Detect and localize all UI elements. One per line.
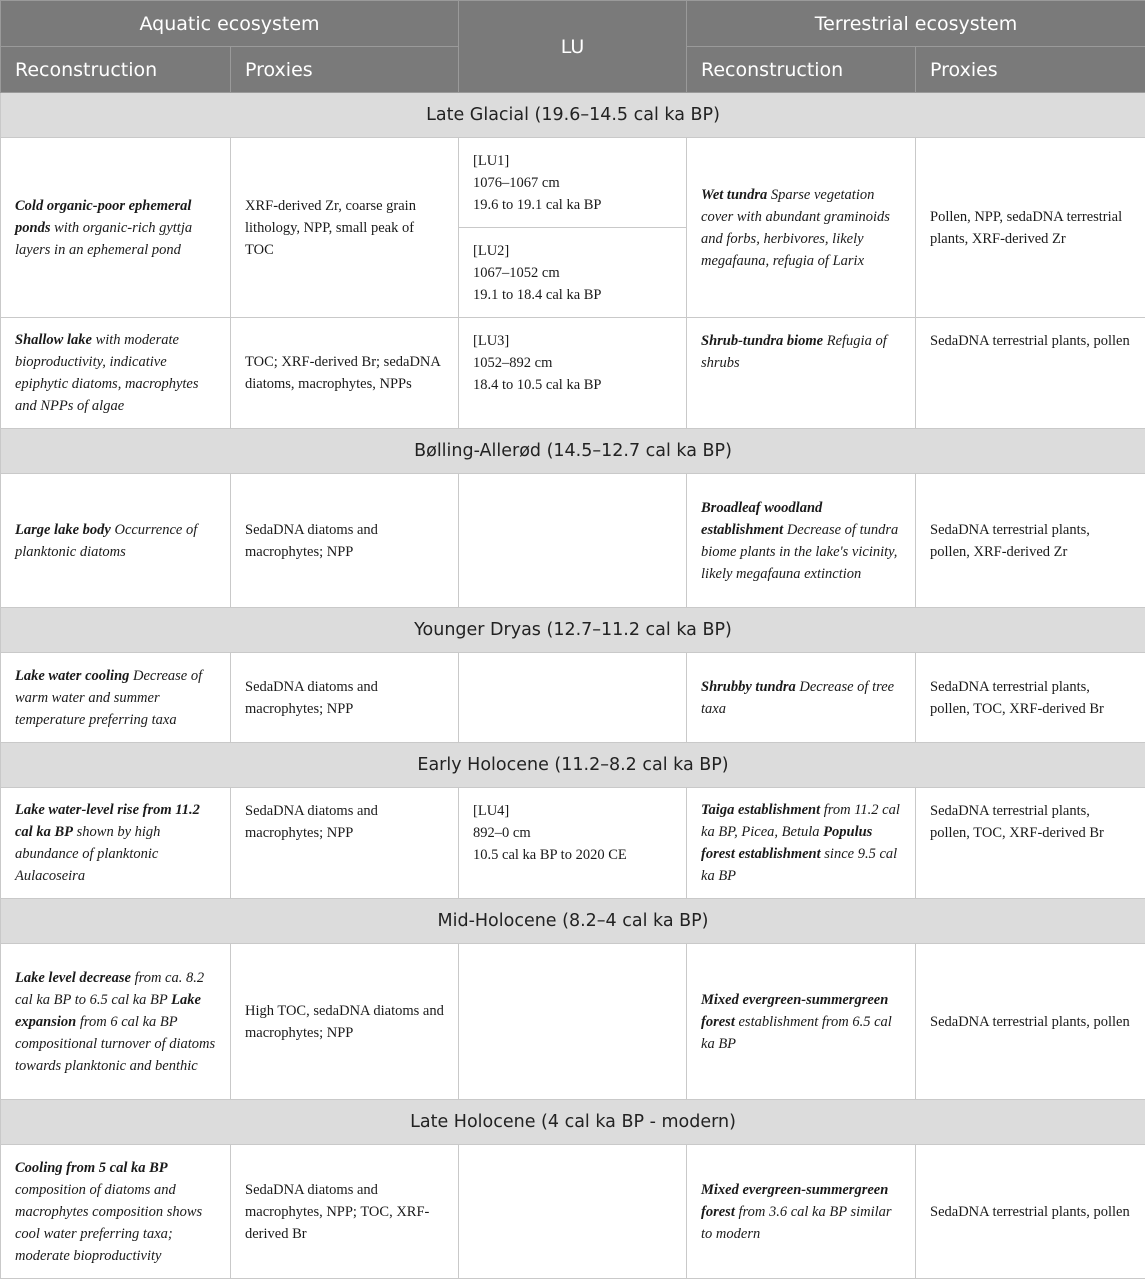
- table-row: [1, 653, 1145, 743]
- lu-cell: [LU3] 1052–892 cm 18.4 to 10.5 cal ka BP: [459, 318, 687, 429]
- terrestrial-reconstruction: Wet tundra Sparse vegetation cover with abundant graminoids and forbs, herbivores, likely megafauna, refugia of Larix: [687, 138, 916, 318]
- terrestrial-proxies: SedaDNA terrestrial plants, pollen, TOC, XRF-derived Br: [916, 653, 1145, 743]
- table-row: [1, 318, 1145, 429]
- aquatic-proxies-header: Proxies: [231, 47, 459, 93]
- aquatic-proxies: SedaDNA diatoms and macrophytes; NPP: [231, 788, 459, 899]
- table-row: [1, 138, 1145, 228]
- terrestrial-proxies: SedaDNA terrestrial plants, pollen: [916, 318, 1145, 429]
- terrestrial-proxies: SedaDNA terrestrial plants, pollen: [916, 1145, 1145, 1279]
- lu-cell: [LU1] 1076–1067 cm 19.6 to 19.1 cal ka BP: [459, 138, 687, 228]
- terrestrial-proxies: SedaDNA terrestrial plants, pollen, TOC, XRF-derived Br: [916, 788, 1145, 899]
- terrestrial-reconstruction: Shrubby tundra Decrease of tree taxa: [687, 653, 916, 743]
- aquatic-header: Aquatic ecosystem: [1, 1, 459, 47]
- aquatic-proxies: High TOC, sedaDNA diatoms and macrophytes; NPP: [231, 944, 459, 1100]
- lu-cell: [459, 1145, 687, 1279]
- period-late-glacial: Late Glacial (19.6–14.5 cal ka BP): [1, 93, 1145, 138]
- terrestrial-proxies-header: Proxies: [916, 47, 1145, 93]
- aquatic-proxies: SedaDNA diatoms and macrophytes; NPP: [231, 474, 459, 608]
- period-mid-holocene: Mid-Holocene (8.2–4 cal ka BP): [1, 899, 1145, 944]
- period-early-holocene: Early Holocene (11.2–8.2 cal ka BP): [1, 743, 1145, 788]
- table-row: [1, 788, 1145, 899]
- terrestrial-proxies: Pollen, NPP, sedaDNA terrestrial plants, XRF-derived Zr: [916, 138, 1145, 318]
- aquatic-reconstruction-header: Reconstruction: [1, 47, 231, 93]
- aquatic-reconstruction: Lake water cooling Decrease of warm water and summer temperature preferring taxa: [1, 653, 231, 743]
- aquatic-reconstruction: Large lake body Occurrence of planktonic diatoms: [1, 474, 231, 608]
- period-late-holocene: Late Holocene (4 cal ka BP - modern): [1, 1100, 1145, 1145]
- aquatic-proxies: SedaDNA diatoms and macrophytes, NPP; TOC, XRF-derived Br: [231, 1145, 459, 1279]
- period-younger-dryas: Younger Dryas (12.7–11.2 cal ka BP): [1, 608, 1145, 653]
- lu-header: LU: [459, 1, 687, 93]
- aquatic-reconstruction: Cold organic-poor ephemeral ponds with organic-rich gyttja layers in an ephemeral pond: [1, 138, 231, 318]
- terrestrial-proxies: SedaDNA terrestrial plants, pollen: [916, 944, 1145, 1100]
- terrestrial-header: Terrestrial ecosystem: [687, 1, 1145, 47]
- aquatic-reconstruction: Cooling from 5 cal ka BP composition of diatoms and macrophytes composition shows cool water preferring taxa; moderate bioproductivity: [1, 1145, 231, 1279]
- terrestrial-reconstruction: Broadleaf woodland establishment Decrease of tundra biome plants in the lake's vicinity, likely megafauna extinction: [687, 474, 916, 608]
- terrestrial-proxies: SedaDNA terrestrial plants, pollen, XRF-derived Zr: [916, 474, 1145, 608]
- terrestrial-reconstruction-header: Reconstruction: [687, 47, 916, 93]
- lu-cell: [LU2] 1067–1052 cm 19.1 to 18.4 cal ka BP: [459, 228, 687, 318]
- aquatic-proxies: XRF-derived Zr, coarse grain lithology, NPP, small peak of TOC: [231, 138, 459, 318]
- aquatic-proxies: TOC; XRF-derived Br; sedaDNA diatoms, macrophytes, NPPs: [231, 318, 459, 429]
- lu-cell: [LU4] 892–0 cm 10.5 cal ka BP to 2020 CE: [459, 788, 687, 899]
- table-row: [1, 474, 1145, 608]
- terrestrial-reconstruction: Mixed evergreen-summergreen forest establishment from 6.5 cal ka BP: [687, 944, 916, 1100]
- aquatic-reconstruction: Shallow lake with moderate bioproductivity, indicative epiphytic diatoms, macrophytes and NPPs of algae: [1, 318, 231, 429]
- table-row: [1, 944, 1145, 1100]
- lu-cell: [459, 474, 687, 608]
- period-bolling-allerod: Bølling-Allerød (14.5–12.7 cal ka BP): [1, 429, 1145, 474]
- aquatic-proxies: SedaDNA diatoms and macrophytes; NPP: [231, 653, 459, 743]
- lu-cell: [459, 653, 687, 743]
- terrestrial-reconstruction: Taiga establishment from 11.2 cal ka BP, Picea, Betula Populus forest establishment since 9.5 cal ka BP: [687, 788, 916, 899]
- terrestrial-reconstruction: Mixed evergreen-summergreen forest from 3.6 cal ka BP similar to modern: [687, 1145, 916, 1279]
- table-row: [1, 1145, 1145, 1279]
- terrestrial-reconstruction: Shrub-tundra biome Refugia of shrubs: [687, 318, 916, 429]
- lu-cell: [459, 944, 687, 1100]
- aquatic-reconstruction: Lake level decrease from ca. 8.2 cal ka BP to 6.5 cal ka BP Lake expansion from 6 cal ka BP compositional turnover of diatoms towards planktonic and benthic: [1, 944, 231, 1100]
- aquatic-reconstruction: Lake water-level rise from 11.2 cal ka BP shown by high abundance of planktonic Aulacoseira: [1, 788, 231, 899]
